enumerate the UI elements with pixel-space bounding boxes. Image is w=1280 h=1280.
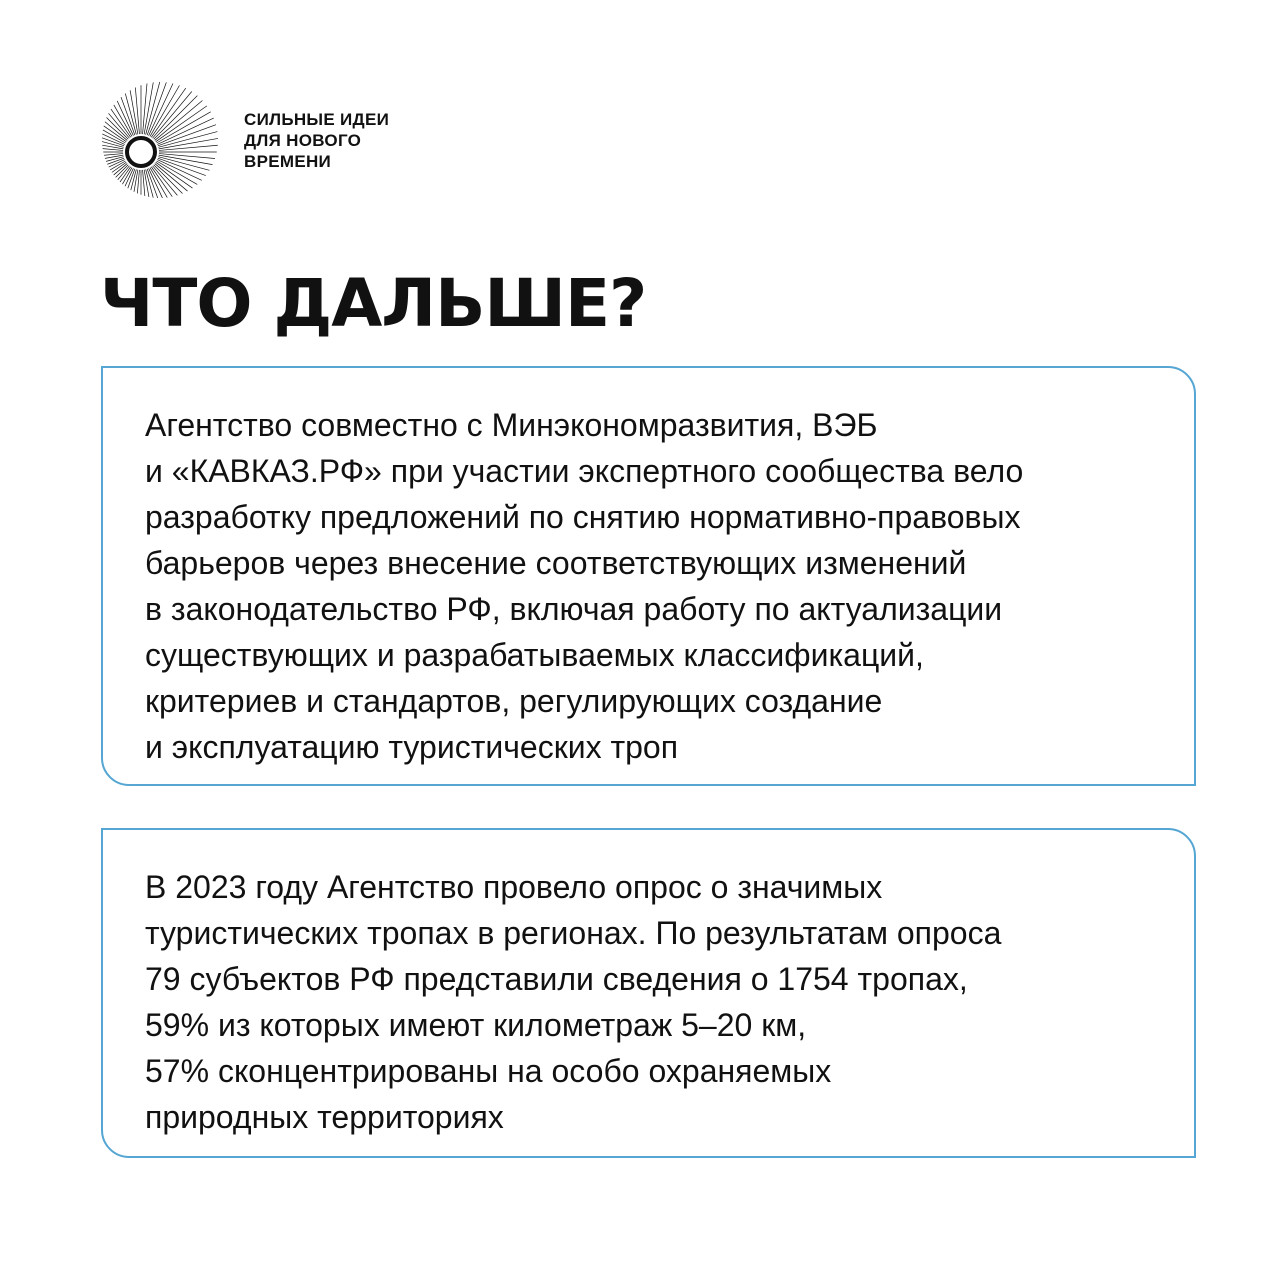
logo-ray bbox=[144, 82, 153, 134]
logo-ray bbox=[157, 160, 201, 181]
logo-ray bbox=[118, 166, 130, 180]
page-title: ЧТО ДАЛЬШЕ? bbox=[100, 265, 647, 342]
logo-ray bbox=[151, 167, 172, 197]
logo-ray bbox=[159, 145, 218, 150]
card-text-line: 79 субъектов РФ представили сведения о 1754 тропах, bbox=[145, 961, 968, 997]
logo-ray bbox=[159, 154, 215, 159]
brand-header bbox=[100, 80, 389, 200]
logo-ray bbox=[153, 166, 178, 196]
card-text-line: туристических тропах в регионах. По результатам опроса bbox=[145, 915, 1002, 951]
logo-ray bbox=[157, 161, 198, 184]
card-text-line: в законодательство РФ, включая работу по актуализации bbox=[145, 591, 1003, 627]
card-text-line: 57% сконцентрированы на особо охраняемых bbox=[145, 1053, 832, 1089]
card-text-line: В 2023 году Агентство провело опрос о значимых bbox=[145, 869, 883, 905]
card-text-line: существующих и разрабатываемых классификаций, bbox=[145, 637, 924, 673]
card-text-line: и «КАВКАЗ.РФ» при участии экспертного сообщества вело bbox=[145, 453, 1024, 489]
logo-ray bbox=[107, 118, 129, 140]
logo-ray bbox=[156, 162, 193, 188]
logo-ray bbox=[102, 145, 123, 149]
logo-ray bbox=[147, 82, 166, 135]
brand-line: СИЛЬНЫЕ ИДЕИ bbox=[244, 109, 390, 129]
card-text-line: 59% из которых имеют километраж 5–20 км, bbox=[145, 1007, 807, 1043]
logo-ray bbox=[143, 83, 147, 134]
logo-ring bbox=[127, 138, 155, 166]
card-text-line: и эксплуатацию туристических троп bbox=[145, 729, 679, 765]
brand-line: ДЛЯ НОВОГО bbox=[244, 130, 362, 150]
logo-ray bbox=[158, 158, 206, 175]
logo-ray bbox=[116, 165, 129, 178]
logo-ray bbox=[158, 125, 216, 146]
brand-name bbox=[244, 109, 389, 172]
logo-ray bbox=[104, 154, 123, 156]
card-text-line: природных территориях bbox=[145, 1099, 504, 1135]
card-text-line: барьеров через внесение соответствующих изменений bbox=[145, 545, 967, 581]
brand-line: ВРЕМЕНИ bbox=[244, 151, 332, 171]
starburst-logo-icon bbox=[100, 80, 220, 200]
logo-ray bbox=[137, 170, 139, 193]
logo-ray bbox=[134, 170, 138, 192]
card-text-line: разработку предложений по снятию нормативно-правовых bbox=[145, 499, 1021, 535]
logo-ray bbox=[109, 113, 130, 138]
card-text-line: Агентство совместно с Минэкономразвития, ВЭБ bbox=[145, 407, 878, 443]
logo-ray bbox=[105, 155, 123, 158]
info-card-legislation bbox=[101, 366, 1196, 786]
info-card-survey bbox=[101, 828, 1196, 1158]
card-text-line: критериев и стандартов, регулирующих создание bbox=[145, 683, 883, 719]
logo-ray bbox=[135, 88, 139, 135]
logo-ray bbox=[159, 155, 213, 164]
logo-ray bbox=[103, 149, 123, 151]
logo-ray bbox=[130, 90, 138, 134]
logo-ray bbox=[114, 164, 128, 175]
logo-ray bbox=[155, 164, 188, 191]
logo-ray bbox=[159, 138, 218, 148]
